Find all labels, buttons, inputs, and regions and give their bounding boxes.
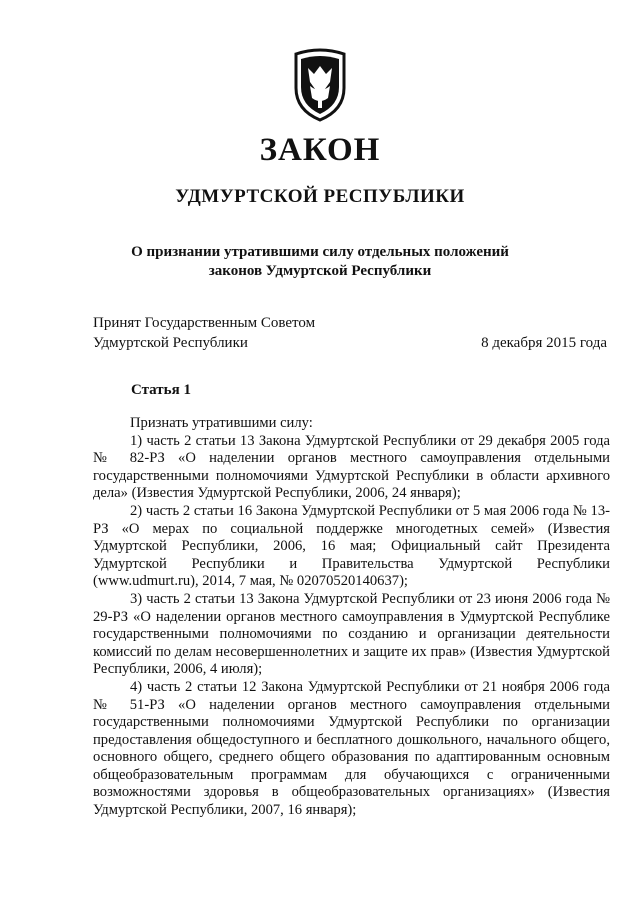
- adoption-line: Принят Государственным Советом: [93, 315, 316, 331]
- article-item: 2) часть 2 статьи 16 Закона Удмуртской Республики от 5 мая 2006 года № 13-РЗ «О мерах по социальной поддержке многодетных семей» (Известия Удмуртской Республики, 2006, 16 мая; Официальный сайт Президента Удмуртской Республики и Правительства Удмуртской Республики (www.udmurt.ru), 2014, 7 мая, № 02070520140637);: [93, 502, 610, 590]
- article-intro: Признать утратившими силу:: [130, 415, 313, 431]
- article-body: [93, 415, 610, 820]
- adoption-date: 8 декабря 2015 года: [481, 335, 607, 351]
- law-name-line: законов Удмуртской Республики: [208, 263, 432, 279]
- adoption-line: Удмуртской Республики: [93, 335, 248, 351]
- adoption-statement: [93, 313, 315, 353]
- law-name-line: О признании утратившими силу отдельных положений: [131, 244, 509, 260]
- article-item: 1) часть 2 статьи 13 Закона Удмуртской Республики от 29 декабря 2005 года № 82-РЗ «О наделении органов местного самоуправления отдельными государственными полномочиями Удмуртской Республики в области архивного дела» (Известия Удмуртской Республики, 2006, 24 января);: [93, 432, 610, 502]
- article-heading: Статья 1: [131, 382, 191, 398]
- document-title: ЗАКОН: [259, 132, 381, 168]
- article-item: 3) часть 2 статьи 13 Закона Удмуртской Республики от 23 июня 2006 года № 29-РЗ «О наделении органов местного самоуправления в Удмуртской Республике государственными полномочиями по созданию и организации деятельности комиссий по делам несовершеннолетних и защите их прав» (Известия Удмуртской Республики, 2006, 4 июля);: [93, 590, 610, 678]
- article-item: 4) часть 2 статьи 12 Закона Удмуртской Республики от 21 ноября 2006 года № 51-РЗ «О наделении органов местного самоуправления отдельными государственными полномочиями Удмуртской Республики по организации предоставления общедоступного и бесплатного дошкольного, начального общего, основного общего, среднего общего образования по адаптированным основным общеобразовательным программам для обучающихся с ограниченными возможностями здоровья в общеобразовательных организациях» (Известия Удмуртской Республики, 2007, 16 января);: [93, 678, 610, 819]
- law-name: [100, 243, 540, 281]
- coat-of-arms-icon: [292, 48, 348, 122]
- document-subtitle: УДМУРТСКОЙ РЕСПУБЛИКИ: [175, 186, 465, 207]
